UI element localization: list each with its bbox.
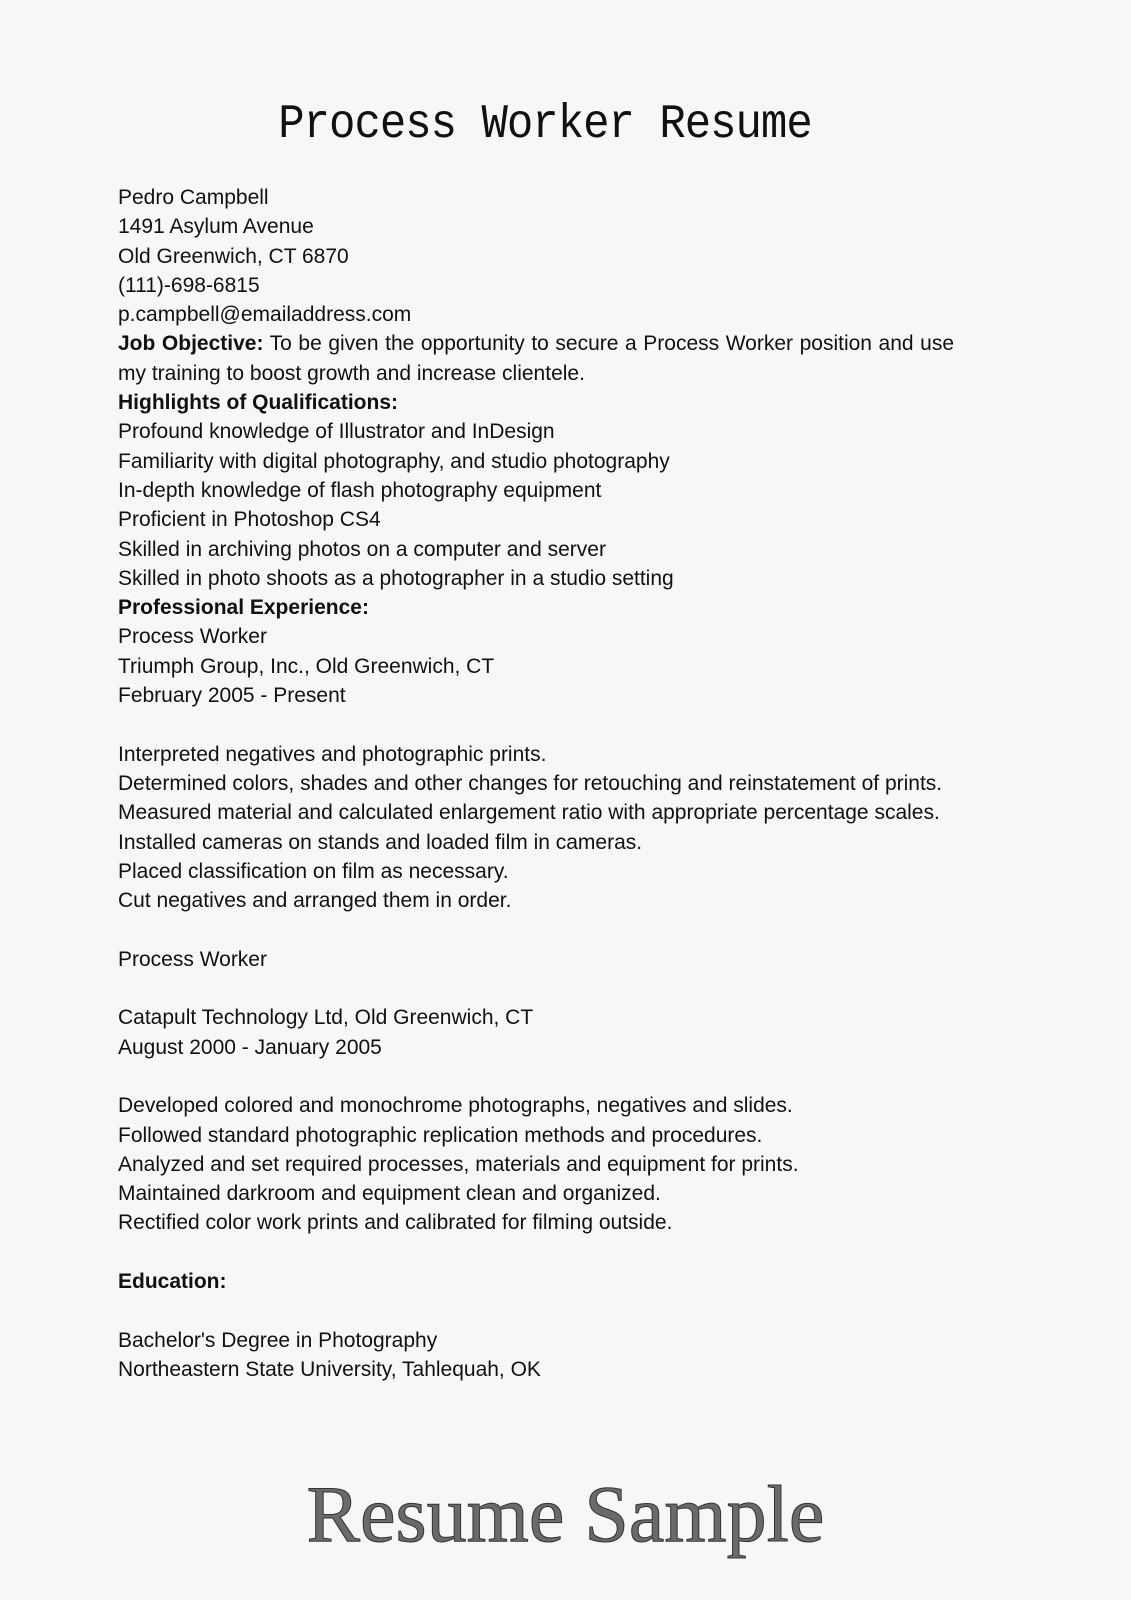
job-objective <box>118 329 954 388</box>
experience-heading <box>118 593 954 622</box>
contact-phone: (111)-698-6815 <box>118 273 260 297</box>
spacer <box>118 1238 954 1267</box>
highlight-item: Familiarity with digital photography, and studio photography <box>118 449 670 473</box>
highlights-heading <box>118 388 954 417</box>
objective-label: Job Objective: <box>118 332 264 356</box>
highlight-item: Skilled in photo shoots as a photographer in a studio setting <box>118 566 674 590</box>
watermark: Resume Sample <box>306 1471 825 1559</box>
job-duty: Interpreted negatives and photographic prints. <box>118 742 547 766</box>
spacer <box>118 710 954 739</box>
contact-address: 1491 Asylum Avenue <box>118 215 314 239</box>
objective-text: To be given the opportunity to secure a Process Worker position and use my training to boost growth and increase clientele. <box>118 332 955 385</box>
job-title: Process Worker <box>118 947 267 971</box>
education-degree: Bachelor's Degree in Photography <box>118 1328 438 1352</box>
highlight-item: Profound knowledge of Illustrator and InDesign <box>118 420 555 444</box>
job-duty: Cut negatives and arranged them in order. <box>118 889 512 913</box>
experience-heading-text: Professional Experience: <box>118 596 369 620</box>
job-duty: Maintained darkroom and equipment clean and organized. <box>118 1182 661 1206</box>
job-duty: Measured material and calculated enlargement ratio with appropriate percentage scales. <box>118 801 940 825</box>
job-duty: Placed classification on film as necessary. <box>118 859 509 883</box>
document-title: Process Worker Resume <box>278 97 812 153</box>
job-title: Process Worker <box>118 625 267 649</box>
job-dates: August 2000 - January 2005 <box>118 1035 382 1059</box>
spacer <box>118 1062 954 1091</box>
job-company: Catapult Technology Ltd, Old Greenwich, CT <box>118 1006 534 1030</box>
highlight-item: Skilled in archiving photos on a computer and server <box>118 537 606 561</box>
job-duty: Analyzed and set required processes, materials and equipment for prints. <box>118 1152 799 1176</box>
highlights-heading-text: Highlights of Qualifications: <box>118 391 398 415</box>
job-duty: Determined colors, shades and other changes for retouching and reinstatement of prints. <box>118 771 943 795</box>
job-duty: Installed cameras on stands and loaded film in cameras. <box>118 830 643 854</box>
job-company: Triumph Group, Inc., Old Greenwich, CT <box>118 654 495 678</box>
education-heading <box>118 1267 954 1296</box>
spacer <box>118 974 954 1003</box>
highlight-item: In-depth knowledge of flash photography equipment <box>118 478 602 502</box>
resume-body <box>118 183 954 1384</box>
contact-email: p.campbell@emailaddress.com <box>118 303 412 327</box>
highlight-item: Proficient in Photoshop CS4 <box>118 508 381 532</box>
education-school: Northeastern State University, Tahlequah, OK <box>118 1357 541 1381</box>
contact-name: Pedro Campbell <box>118 186 269 209</box>
job-duty: Developed colored and monochrome photographs, negatives and slides. <box>118 1094 793 1118</box>
job-dates: February 2005 - Present <box>118 684 346 708</box>
spacer <box>118 1296 954 1325</box>
spacer <box>118 915 954 944</box>
job-duty: Rectified color work prints and calibrated for filming outside. <box>118 1211 673 1235</box>
contact-city: Old Greenwich, CT 6870 <box>118 244 349 268</box>
job-duty: Followed standard photographic replication methods and procedures. <box>118 1123 763 1147</box>
education-heading-text: Education: <box>118 1269 227 1293</box>
